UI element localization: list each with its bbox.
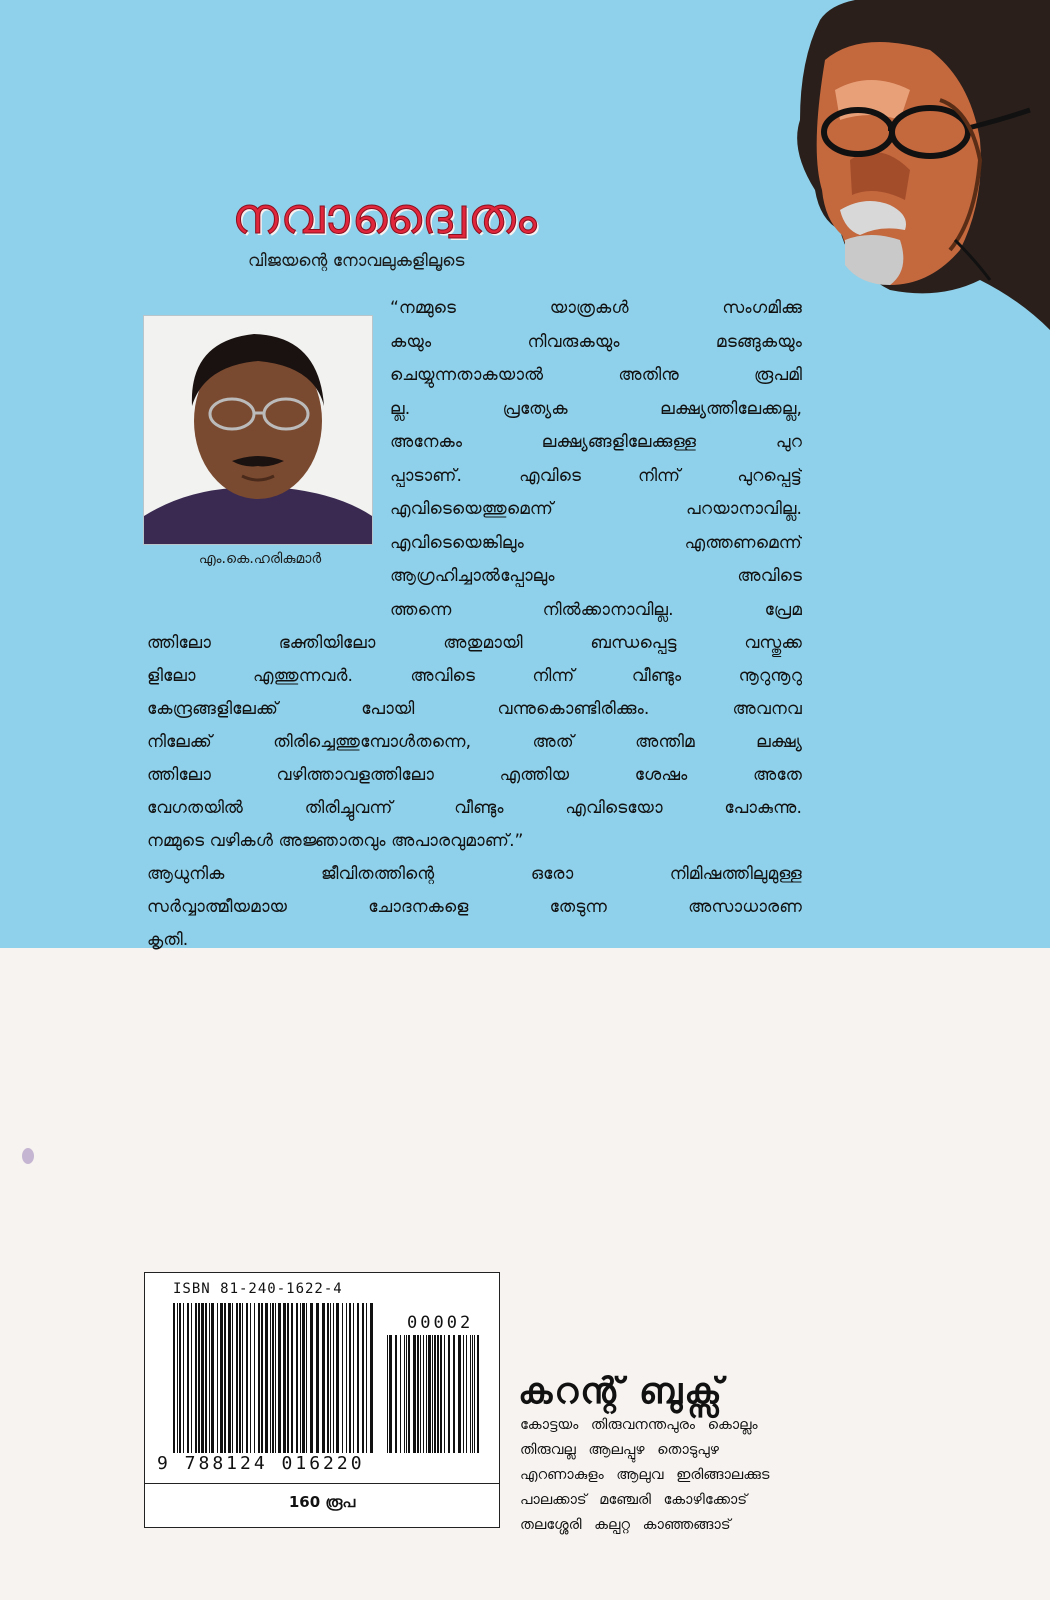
quote-line: ചെയ്യുന്നതാകയാൽ അതിനു രൂപമി xyxy=(390,365,802,385)
branch-line: തലശ്ശേരി കല്പറ്റ കാഞ്ഞങ്ങാട് xyxy=(520,1517,731,1533)
quote-line: വേഗതയിൽ തിരിച്ചുവന്ന് വീണ്ടും എവിടെയോ പോകുന്നു. xyxy=(147,798,802,818)
barcode-bar xyxy=(453,1335,455,1453)
barcode-bar xyxy=(474,1335,475,1453)
barcode-bar xyxy=(254,1303,255,1453)
quote-line: നമ്മുടെ വഴികൾ അജ്ഞാതവും അപാരവുമാണ്.” xyxy=(147,831,524,851)
barcode-bar xyxy=(258,1303,260,1453)
summary-line: സർവ്വാത്മീയമായ ചോദനകളെ തേടുന്ന അസാധാരണ xyxy=(147,897,802,917)
barcode-bar xyxy=(327,1303,329,1453)
barcode-bar xyxy=(310,1303,313,1453)
isbn-label: ISBN 81-240-1622-4 xyxy=(173,1281,343,1297)
barcode-bar xyxy=(404,1335,405,1453)
barcode-bar xyxy=(342,1303,343,1453)
barcode-bar xyxy=(300,1303,301,1453)
barcode-bar xyxy=(333,1303,334,1453)
author-illustration xyxy=(780,0,1050,340)
barcode-bar xyxy=(173,1303,175,1453)
book-title: നവാദ്വൈതം xyxy=(232,187,539,245)
barcode-bar xyxy=(217,1303,218,1453)
barcode-bar xyxy=(201,1303,204,1453)
barcode-bar xyxy=(183,1303,184,1453)
barcode-bar xyxy=(275,1303,276,1453)
barcode-bar xyxy=(387,1335,388,1453)
barcode-bar xyxy=(302,1303,305,1453)
barcode-bar xyxy=(220,1303,223,1453)
barcode-bar xyxy=(437,1335,439,1453)
barcode-bar xyxy=(470,1335,471,1453)
barcode-bar xyxy=(232,1303,233,1453)
quote-line: എവിടെയെത്തുമെന്ന് പറയാനാവില്ല. xyxy=(390,499,802,519)
quote-line: എവിടെയെങ്കിലും എത്തണമെന്ന് xyxy=(390,532,802,553)
barcode-bar xyxy=(242,1303,243,1453)
barcode-bar xyxy=(224,1303,226,1453)
barcode-bar xyxy=(211,1303,214,1453)
barcode-digits: 9 788124 016220 xyxy=(157,1453,365,1474)
barcode-bar xyxy=(278,1303,281,1453)
price-row xyxy=(145,1483,499,1527)
barcode-bar xyxy=(239,1303,241,1453)
quote-line: അനേകം ലക്ഷ്യങ്ങളിലേക്കുള്ള പുറ xyxy=(390,432,802,452)
price-label: 160 രൂപ xyxy=(288,1493,356,1511)
publisher-logo: കറന്റ് ബുക്സ് xyxy=(518,1371,724,1412)
quote-text-full xyxy=(147,627,802,858)
barcode-bar xyxy=(322,1303,325,1453)
barcode-bar xyxy=(428,1335,431,1453)
barcode-bar xyxy=(336,1303,339,1453)
barcode-bar xyxy=(448,1335,450,1453)
barcode-bar xyxy=(198,1303,200,1453)
barcode-bar xyxy=(408,1335,410,1453)
author-photo xyxy=(143,315,373,545)
barcode-bar xyxy=(357,1303,359,1453)
quote-line: പ്പാടാണ്. എവിടെ നിന്ന് പുറപ്പെട്ട് xyxy=(390,465,802,486)
barcode-bar xyxy=(440,1335,442,1453)
barcode-bar xyxy=(366,1303,367,1453)
barcode-bar xyxy=(395,1335,397,1453)
barcode-bar xyxy=(370,1303,373,1453)
barcode-bar xyxy=(179,1303,181,1453)
barcode-bar xyxy=(261,1303,263,1453)
quote-line: കേന്ദ്രങ്ങളിലേക്ക് പോയി വന്നുകൊണ്ടിരിക്കും. അവനവ xyxy=(147,699,802,719)
branch-line: എറണാകുളം ആലുവ ഇരിങ്ങാലക്കുട xyxy=(520,1467,770,1483)
barcode-bar xyxy=(265,1303,268,1453)
barcode-bar xyxy=(423,1335,424,1453)
barcode-bar xyxy=(272,1303,274,1453)
quote-line: “നമ്മുടെ യാത്രകൾ സംഗമിക്കു xyxy=(390,298,802,318)
barcode-bar xyxy=(187,1303,189,1453)
book-subtitle: വിജയന്റെ നോവലുകളിലൂടെ xyxy=(248,251,465,271)
barcode-bar xyxy=(246,1303,248,1453)
summary-line: കൃതി. xyxy=(147,930,189,950)
barcode-bar xyxy=(291,1303,293,1453)
barcode-bar xyxy=(349,1303,351,1453)
barcode-bar xyxy=(283,1303,286,1453)
author-name-caption: എം.കെ.ഹരികുമാർ xyxy=(198,551,322,567)
barcode-bar xyxy=(406,1335,407,1453)
barcode-bar xyxy=(400,1335,401,1453)
barcode-bar xyxy=(191,1303,192,1453)
barcode-bar xyxy=(195,1303,197,1453)
barcode-bar xyxy=(420,1335,421,1453)
barcode-bar xyxy=(432,1335,433,1453)
barcode-bar xyxy=(463,1335,464,1453)
barcode-bar xyxy=(466,1335,467,1453)
barcode-bar xyxy=(472,1335,473,1453)
quote-line: നിലേക്ക് തിരിച്ചെത്തുമ്പോൾതന്നെ, അത് അന്തിമ ലക്ഷ്യ xyxy=(147,732,802,752)
barcode-box xyxy=(144,1272,500,1528)
publisher-branches xyxy=(520,1413,880,1538)
barcode-bar xyxy=(413,1335,416,1453)
barcode-bar xyxy=(250,1303,251,1453)
barcode-bar xyxy=(205,1303,207,1453)
barcode-addon-digits: 00002 xyxy=(407,1313,474,1333)
barcode-bar xyxy=(426,1335,427,1453)
barcode-bar xyxy=(477,1335,479,1453)
branch-line: തിരുവല്ല ആലപ്പുഴ തൊടുപുഴ xyxy=(520,1442,719,1458)
barcode-bar xyxy=(296,1303,298,1453)
barcode-bar xyxy=(228,1303,231,1453)
barcode-bar xyxy=(353,1303,354,1453)
quote-line: ളിലോ എത്തുന്നവർ. അവിടെ നിന്ന് വീണ്ടും നൂറുനൂറു xyxy=(147,666,802,686)
quote-line: ത്തിലോ വഴിത്താവളത്തിലോ എത്തിയ ശേഷം അതേ xyxy=(147,765,802,785)
barcode-bar xyxy=(362,1303,364,1453)
barcode-bar xyxy=(346,1303,347,1453)
quote-line: കയും നിവരുകയും മടങ്ങുകയും xyxy=(390,331,802,352)
barcode-bar xyxy=(177,1303,178,1453)
quote-line: ത്തിലോ ഭക്തിയിലോ അതുമായി ബന്ധപ്പെട്ട വസ്തുക്ക xyxy=(147,633,802,653)
book-summary xyxy=(147,858,802,957)
barcode-bar xyxy=(236,1303,238,1453)
barcode-bar xyxy=(417,1335,419,1453)
barcode-bar xyxy=(287,1303,289,1453)
quote-text-right xyxy=(390,292,802,627)
barcode-bar xyxy=(270,1303,271,1453)
barcode-bar xyxy=(444,1335,445,1453)
quote-line: ല്ല. പ്രത്യേക ലക്ഷ്യത്തിലേക്കല്ല, xyxy=(390,398,802,419)
branch-line: കോട്ടയം തിരുവനന്തപുരം കൊല്ലം xyxy=(520,1417,758,1433)
barcode-bar xyxy=(306,1303,307,1453)
author-photo-image xyxy=(144,316,372,544)
barcode-bar xyxy=(209,1303,210,1453)
quote-line: ആഗ്രഹിച്ചാൽപ്പോലും അവിടെ xyxy=(390,566,802,586)
barcode-bar xyxy=(434,1335,436,1453)
barcode-bar xyxy=(389,1335,392,1453)
barcode-bar xyxy=(316,1303,319,1453)
barcode-bar xyxy=(458,1335,461,1453)
barcode-bar xyxy=(330,1303,331,1453)
ink-smudge xyxy=(22,1148,34,1164)
summary-line: ആധുനിക ജീവിതത്തിന്റെ ഒരോ നിമിഷത്തിലുമുള്ള xyxy=(147,864,802,884)
quote-line: ത്തന്നെ നിൽക്കാനാവില്ല. പ്രേമ xyxy=(390,599,802,620)
branch-line: പാലക്കാട് മഞ്ചേരി കോഴിക്കോട് xyxy=(520,1492,748,1508)
